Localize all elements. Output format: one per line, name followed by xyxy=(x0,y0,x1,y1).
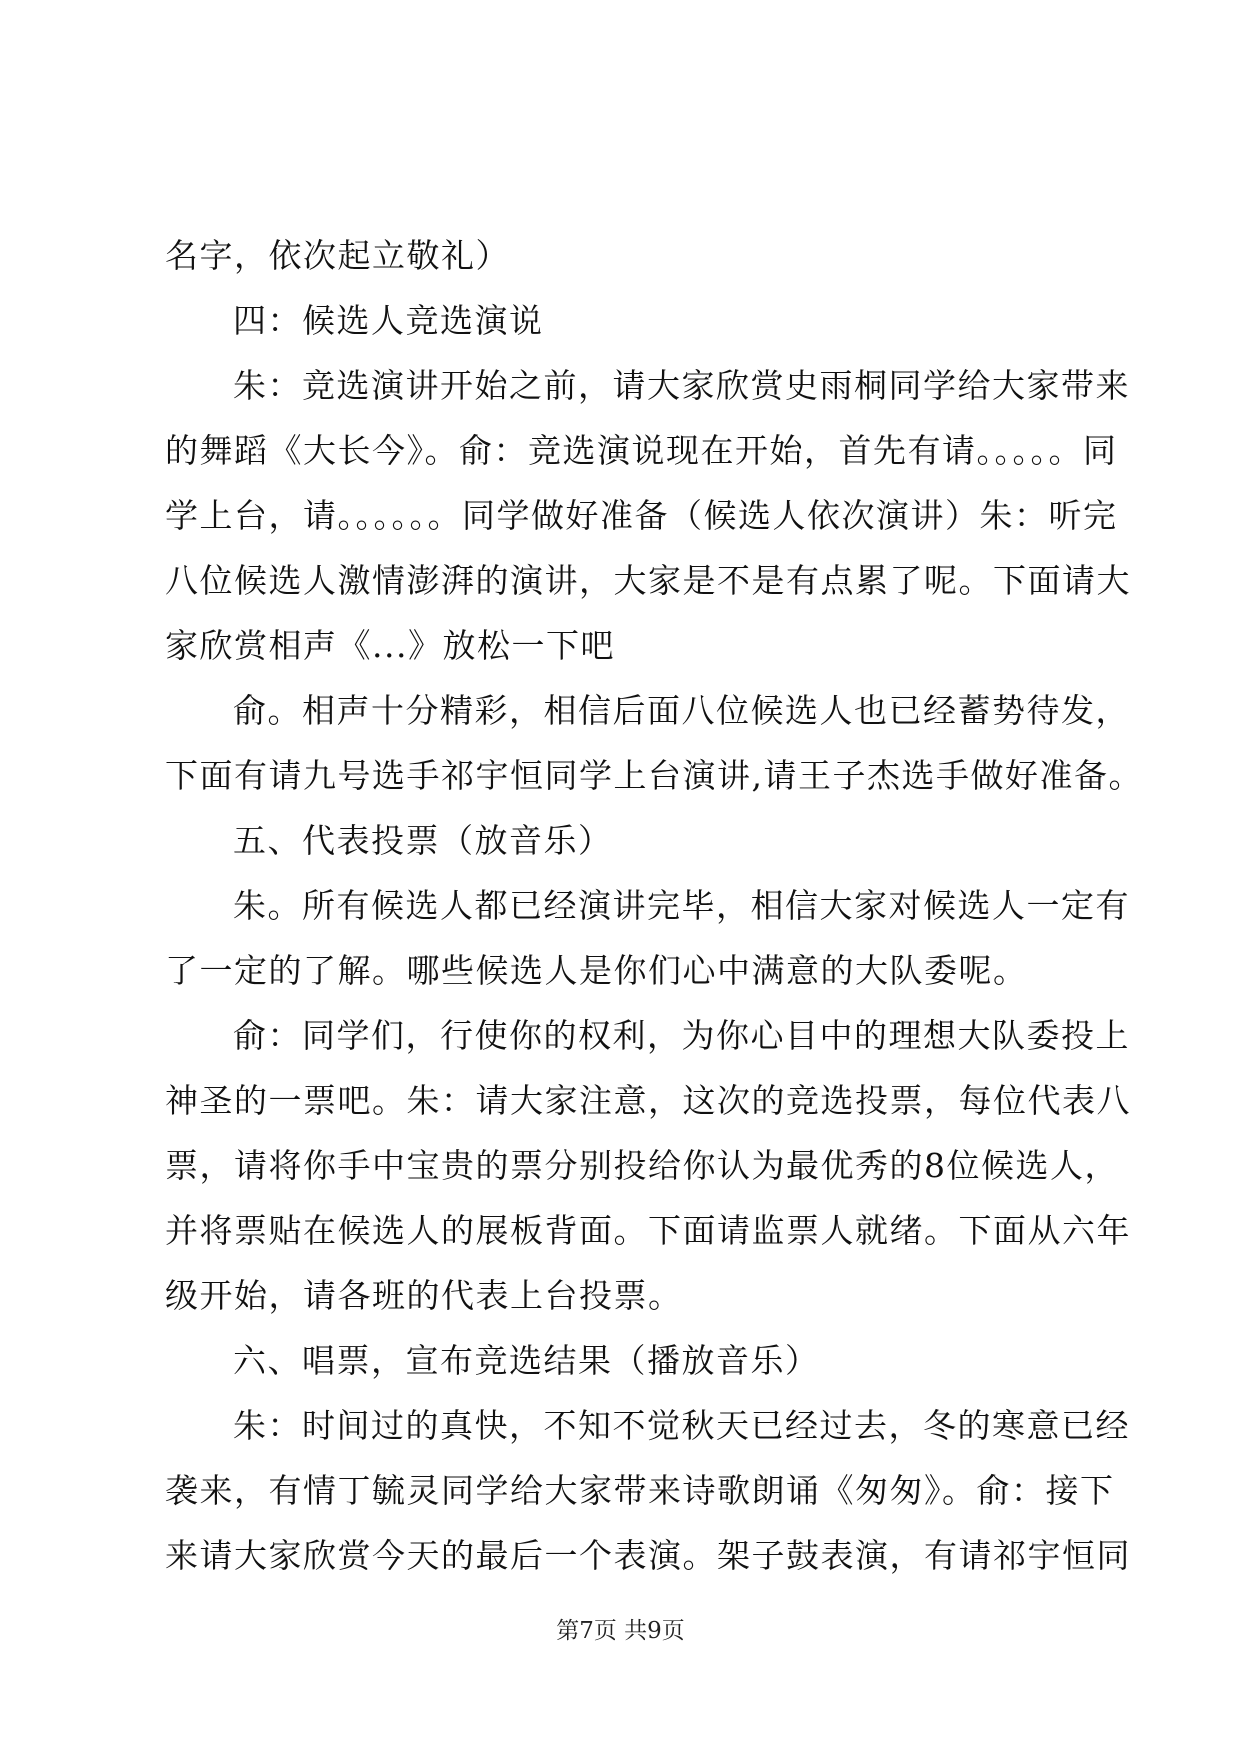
text-line: 家欣赏相声《...》放松一下吧 xyxy=(165,626,615,665)
text-line: 俞：同学们，行使你的权利，为你心目中的理想大队委投上 xyxy=(233,1016,1130,1055)
page-footer: 第7页 共9页 xyxy=(556,1618,685,1644)
text-line: 了一定的了解。哪些候选人是你们心中满意的大队委呢。 xyxy=(165,951,1028,990)
text-line: 名字，依次起立敬礼） xyxy=(165,236,510,275)
document-body xyxy=(165,232,1143,1597)
text-line: 来请大家欣赏今天的最后一个表演。架子鼓表演，有请祁宇恒同 xyxy=(165,1536,1131,1575)
text-line: 朱：时间过的真快，不知不觉秋天已经过去，冬的寒意已经 xyxy=(233,1406,1130,1445)
text-line: 八位候选人激情澎湃的演讲，大家是不是有点累了呢。下面请大 xyxy=(165,561,1131,600)
text-line: 朱：竞选演讲开始之前，请大家欣赏史雨桐同学给大家带来 xyxy=(233,366,1130,405)
text-line: 五、代表投票（放音乐） xyxy=(233,821,613,860)
text-line: 神圣的一票吧。朱：请大家注意，这次的竞选投票，每位代表八 xyxy=(165,1081,1131,1120)
text-line: 朱。所有候选人都已经演讲完毕，相信大家对候选人一定有 xyxy=(233,886,1130,925)
text-line: 下面有请九号选手祁宇恒同学上台演讲,请王子杰选手做好准备。 xyxy=(165,756,1143,795)
text-line: 四：候选人竞选演说 xyxy=(233,301,544,340)
text-line: 学上台，请。。。。。。同学做好准备（候选人依次演讲）朱：听完 xyxy=(165,496,1118,535)
text-line: 的舞蹈《大长今》。俞：竞选演说现在开始，首先有请。。。。。同 xyxy=(165,431,1118,470)
text-line: 俞。相声十分精彩，相信后面八位候选人也已经蓄势待发， xyxy=(233,691,1130,730)
text-line: 级开始，请各班的代表上台投票。 xyxy=(165,1276,683,1315)
text-line: 袭来，有情丁毓灵同学给大家带来诗歌朗诵《匆匆》。俞：接下 xyxy=(165,1471,1115,1510)
text-line: 并将票贴在候选人的展板背面。下面请监票人就绪。下面从六年 xyxy=(165,1211,1131,1250)
text-line: 票，请将你手中宝贵的票分别投给你认为最优秀的8位候选人， xyxy=(165,1146,1119,1185)
text-line: 六、唱票，宣布竞选结果（播放音乐） xyxy=(233,1341,820,1380)
